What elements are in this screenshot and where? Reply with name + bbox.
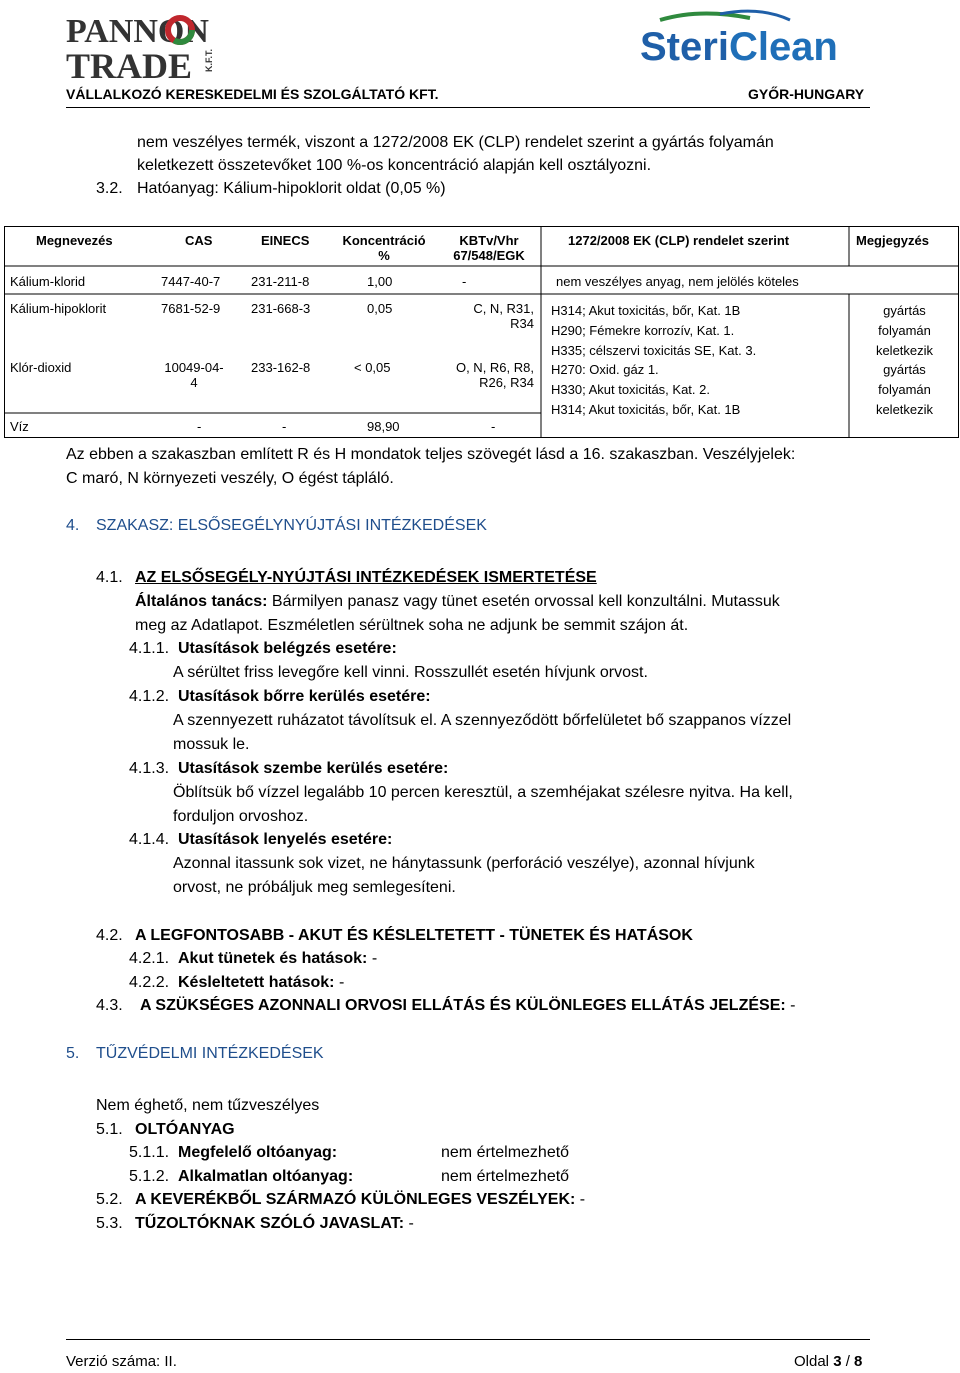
footer-version: Verzió száma: II. — [66, 1353, 177, 1370]
row3-clp-line2: H330; Akut toxicitás, Kat. 2. — [551, 382, 710, 397]
th-einecs: EINECS — [261, 233, 310, 248]
s411-text: A sérültet friss levegőre kell vinni. Rosszullét esetén hívjunk orvost. — [173, 664, 648, 681]
row2-einecs: 231-668-3 — [251, 301, 311, 316]
sec32-text: Hatóanyag: Kálium-hipoklorit oldat (0,05 %) — [137, 180, 446, 197]
row2-note-line3: keletkezik — [875, 343, 934, 358]
row3-note — [852, 360, 957, 420]
row2-clp-line3: H335; célszervi toxicitás SE, Kat. 3. — [551, 343, 757, 358]
row1-conc: 1,00 — [367, 274, 393, 289]
row3-note-line1: gyártás — [883, 362, 926, 377]
s511-value: nem értelmezhető — [441, 1144, 570, 1161]
logo-brand-a: Steri — [640, 25, 729, 69]
stericlean-logo-graphic — [640, 8, 870, 78]
s421-num: 4.2.1. — [129, 950, 170, 967]
row1-name: Kálium-klorid — [10, 274, 86, 289]
row2-clp-line1: H314; Akut toxicitás, bőr, Kat. 1B — [551, 303, 741, 318]
s422-line — [178, 974, 344, 992]
s411-title: Utasítások belégzés esetére: — [178, 640, 397, 657]
s414-num: 4.1.4. — [129, 831, 170, 848]
th-kbtv — [444, 233, 534, 263]
s43-line — [140, 997, 795, 1015]
s43-value: - — [785, 997, 796, 1014]
row1-einecs: 231-211-8 — [251, 274, 310, 289]
s51-title: OLTÓANYAG — [135, 1121, 235, 1138]
th-kbtv-line1: KBTv/Vhr — [459, 233, 519, 248]
logo-suffix: K.F.T. — [204, 48, 214, 72]
s413-num: 4.1.3. — [129, 760, 170, 777]
row2-clp — [551, 301, 756, 361]
th-conc-line2: % — [378, 248, 390, 263]
row4-conc: 98,90 — [367, 419, 400, 434]
s412-num: 4.1.2. — [129, 688, 170, 705]
s512-title: Alkalmatlan oltóanyag: — [178, 1168, 354, 1185]
row3-conc: < 0,05 — [354, 360, 391, 375]
th-note: Megjegyzés — [856, 233, 929, 248]
th-cas: CAS — [185, 233, 213, 248]
s412-title: Utasítások bőrre kerülés esetére: — [178, 688, 431, 705]
row1-kbtv: - — [462, 274, 467, 289]
row4-einecs: - — [282, 419, 287, 434]
s42-title: A LEGFONTOSABB - AKUT ÉS KÉSLELTETETT - TÜNETEK ÉS HATÁSOK — [135, 927, 693, 944]
row2-name: Kálium-hipoklorit — [10, 301, 107, 316]
row4-kbtv: - — [491, 419, 496, 434]
row2-clp-line2: H290; Fémekre korrozív, Kat. 1. — [551, 323, 735, 338]
s411-num: 4.1.1. — [129, 640, 170, 657]
s42-num: 4.2. — [96, 927, 123, 944]
footer-page-sep: / — [841, 1353, 855, 1370]
row3-clp-line3: H314; Akut toxicitás, bőr, Kat. 1B — [551, 402, 741, 417]
s52-line — [135, 1191, 585, 1209]
s412-text1: A szennyezett ruházatot távolítsuk el. A szennyeződött bőrfelületet bő szappanos vízzel — [173, 712, 792, 729]
pannon-trade-logo-graphic — [66, 8, 226, 82]
s512-value: nem értelmezhető — [441, 1168, 570, 1185]
logo-line2: TRADE — [66, 46, 193, 82]
s52-title: A KEVERÉKBŐL SZÁRMAZÓ KÜLÖNLEGES VESZÉLYEK: — [135, 1191, 576, 1208]
general-advice-text1: Bármilyen panasz vagy tünet esetén orvossal kell konzultálni. Mutassuk — [267, 593, 780, 610]
section5-title: TŰZVÉDELMI INTÉZKEDÉSEK — [96, 1045, 324, 1062]
s414-title: Utasítások lenyelés esetére: — [178, 831, 393, 848]
company-location: GYŐR-HUNGARY — [748, 86, 865, 102]
after-table-line2: C maró, N környezeti veszély, O égést tápláló. — [66, 470, 394, 487]
intro-line2: keletkezett összetevőket 100 %-os koncentráció alapján kell osztályozni. — [137, 157, 652, 174]
th-conc-line1: Koncentráció — [342, 233, 426, 248]
row2-note-line1: gyártás — [883, 303, 926, 318]
th-conc — [334, 233, 434, 263]
sec32-num: 3.2. — [96, 180, 123, 197]
s43-title: A SZÜKSÉGES AZONNALI ORVOSI ELLÁTÁS ÉS KÜLÖNLEGES ELLÁTÁS JELZÉSE: — [140, 997, 786, 1014]
row3-cas — [154, 360, 234, 390]
row1-clp: nem veszélyes anyag, nem jelölés köteles — [556, 274, 799, 289]
section5-intro: Nem éghető, nem tűzveszélyes — [96, 1097, 320, 1114]
s511-num: 5.1.1. — [129, 1144, 170, 1161]
s52-value: - — [575, 1191, 586, 1208]
s413-text2: forduljon orvoshoz. — [173, 808, 309, 825]
s51-num: 5.1. — [96, 1121, 123, 1138]
s53-num: 5.3. — [96, 1215, 123, 1232]
row1-cas: 7447-40-7 — [161, 274, 221, 289]
logo-line1: PANNON — [66, 13, 209, 50]
row3-kbtv-line1: O, N, R6, R8, — [455, 360, 534, 375]
footer-page-number — [794, 1353, 862, 1370]
row2-kbtv-line1: C, N, R31, — [473, 301, 534, 316]
general-advice-line1 — [135, 593, 869, 611]
s422-value: - — [334, 974, 345, 991]
s53-title: TŰZOLTÓKNAK SZÓLÓ JAVASLAT: — [135, 1215, 405, 1232]
intro-line1: nem veszélyes termék, viszont a 1272/2008 EK (CLP) rendelet szerint a gyártás folyamán — [137, 134, 774, 151]
row2-cas: 7681-52-9 — [161, 301, 221, 316]
row3-einecs: 233-162-8 — [251, 360, 311, 375]
header-rule — [66, 107, 870, 108]
s421-value: - — [367, 950, 378, 967]
s414-text1: Azonnal itassunk sok vizet, ne hánytassunk (perforáció veszélye), azonnal hívjunk — [173, 855, 755, 872]
s413-title: Utasítások szembe kerülés esetére: — [178, 760, 449, 777]
general-advice-label: Általános tanács: — [135, 593, 268, 610]
svg-text:SteriClean — [640, 25, 838, 69]
row4-name: Víz — [10, 419, 29, 434]
s53-line — [135, 1215, 414, 1233]
row4-cas: - — [197, 419, 202, 434]
th-clp: 1272/2008 EK (CLP) rendelet szerint — [568, 233, 790, 248]
row3-cas-line2: 4 — [190, 375, 198, 390]
s413-text1: Öblítsük bő vízzel legalább 10 percen keresztül, a szemhéjakat szélesre nyitva. Ha kell, — [173, 784, 793, 801]
logo-brand-b: Clean — [728, 25, 838, 69]
row2-conc: 0,05 — [367, 301, 393, 316]
s41-num: 4.1. — [96, 569, 123, 586]
company-name: VÁLLALKOZÓ KERESKEDELMI ÉS SZOLGÁLTATÓ KFT. — [66, 86, 439, 102]
row3-clp — [551, 360, 740, 420]
s52-num: 5.2. — [96, 1191, 123, 1208]
row2-note — [852, 301, 957, 361]
section5-num: 5. — [66, 1045, 80, 1062]
row2-note-line2: folyamán — [878, 323, 931, 338]
row2-kbtv — [444, 301, 534, 331]
footer-page-prefix: Oldal — [794, 1353, 834, 1370]
s422-title: Késleltetett hatások: — [178, 974, 335, 991]
after-table-line1: Az ebben a szakaszban említett R és H mondatok teljes szövegét lásd a 16. szakaszban. Veszélyjelek: — [66, 446, 796, 463]
s414-text2: orvost, ne próbáljuk meg semlegesíteni. — [173, 879, 456, 896]
row3-kbtv-line2: R26, R34 — [479, 375, 534, 390]
pannon-trade-logo — [66, 8, 226, 82]
s53-value: - — [404, 1215, 414, 1232]
row3-kbtv — [434, 360, 534, 390]
th-kbtv-line2: 67/548/EGK — [453, 248, 525, 263]
th-name: Megnevezés — [36, 233, 113, 248]
s421-title: Akut tünetek és hatások: — [178, 950, 368, 967]
row2-kbtv-line2: R34 — [510, 316, 534, 331]
stericlean-logo — [640, 8, 870, 78]
row3-cas-line1: 10049-04- — [164, 360, 224, 375]
s412-text2: mossuk le. — [173, 736, 250, 753]
footer-page-current: 3 — [833, 1353, 842, 1370]
row3-clp-line1: H270: Oxid. gáz 1. — [551, 362, 659, 377]
row3-note-line3: keletkezik — [875, 402, 934, 417]
s422-num: 4.2.2. — [129, 974, 170, 991]
general-advice-line2: meg az Adatlapot. Eszméletlen sérültnek soha ne adjunk be semmit szájon át. — [135, 617, 689, 634]
s511-title: Megfelelő oltóanyag: — [178, 1144, 338, 1161]
footer-rule — [66, 1339, 870, 1340]
row3-note-line2: folyamán — [878, 382, 931, 397]
section4-num: 4. — [66, 517, 80, 534]
s512-num: 5.1.2. — [129, 1168, 170, 1185]
row3-name: Klór-dioxid — [10, 360, 72, 375]
s41-title: AZ ELSŐSEGÉLY-NYÚJTÁSI INTÉZKEDÉSEK ISMERTETÉSE — [135, 569, 597, 586]
composition-table — [4, 226, 959, 438]
footer-page-total: 8 — [854, 1353, 863, 1370]
s43-num: 4.3. — [96, 997, 123, 1014]
section4-title: SZAKASZ: ELSŐSEGÉLYNYÚJTÁSI INTÉZKEDÉSEK — [96, 517, 487, 534]
s421-line — [178, 950, 377, 968]
